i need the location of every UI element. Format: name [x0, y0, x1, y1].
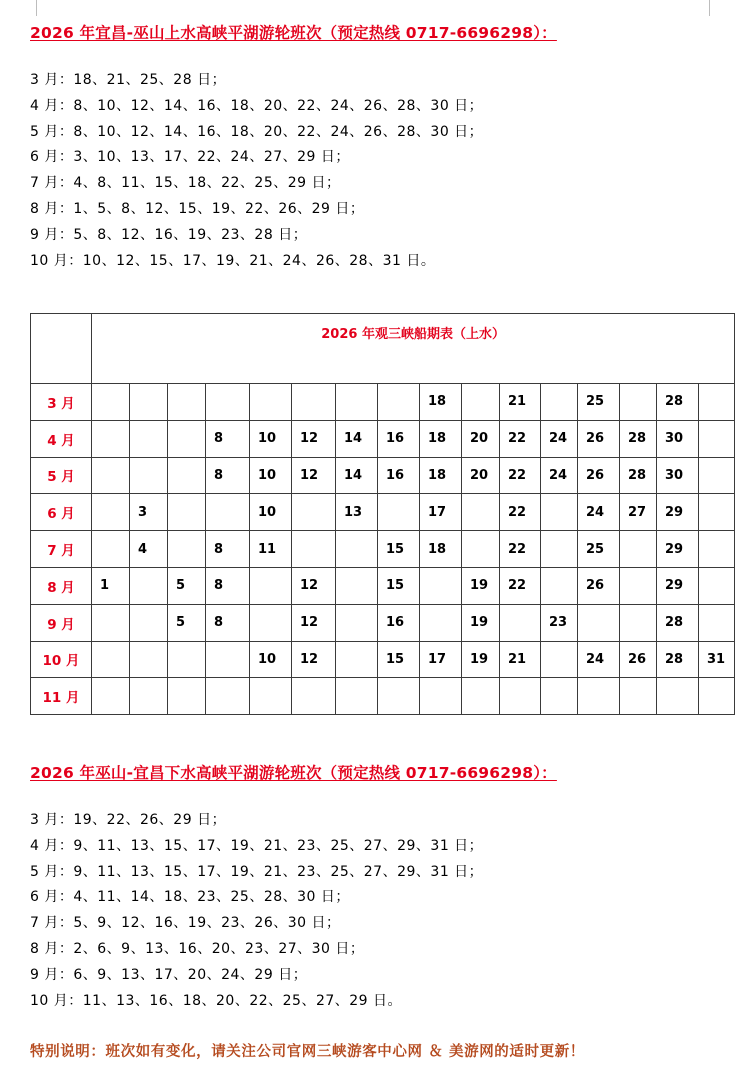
date-cell: 12	[292, 604, 336, 641]
date-cell: 19	[462, 567, 500, 604]
date-cell	[206, 384, 250, 421]
date-cell: 25	[578, 384, 620, 421]
date-cell	[168, 420, 206, 457]
date-cell: 22	[500, 457, 541, 494]
date-cell: 28	[657, 384, 699, 421]
date-cell: 4	[130, 531, 168, 568]
date-cell: 23	[541, 604, 578, 641]
date-cell: 20	[462, 457, 500, 494]
date-cell: 21	[500, 384, 541, 421]
date-cell	[462, 384, 500, 421]
date-cell	[699, 604, 735, 641]
date-cell	[699, 567, 735, 604]
date-cell	[462, 531, 500, 568]
downstream-dates-line: 3 月：19、22、26、29 日；	[30, 812, 227, 828]
downstream-dates-line: 7 月：5、9、12、16、19、23、26、30 日；	[30, 915, 341, 932]
date-cell	[699, 531, 735, 568]
date-cell: 29	[657, 531, 699, 568]
date-cell: 28	[657, 604, 699, 641]
date-cell: 26	[620, 641, 657, 678]
date-cell	[130, 678, 168, 715]
date-cell	[292, 494, 336, 531]
date-cell: 28	[620, 420, 657, 457]
date-cell	[168, 384, 206, 421]
date-cell	[206, 641, 250, 678]
date-cell: 30	[657, 457, 699, 494]
schedule-row	[31, 420, 735, 457]
date-cell	[578, 678, 620, 715]
schedule-title-row	[31, 314, 735, 384]
date-cell	[92, 457, 130, 494]
schedule-table	[30, 313, 735, 715]
month-label-cell: 7 月	[31, 531, 92, 568]
date-cell	[620, 384, 657, 421]
date-cell: 28	[657, 641, 699, 678]
date-cell: 24	[578, 641, 620, 678]
date-cell	[250, 678, 292, 715]
date-cell	[420, 678, 462, 715]
date-cell	[500, 604, 541, 641]
date-cell: 8	[206, 420, 250, 457]
date-cell	[92, 420, 130, 457]
month-label-cell: 11 月	[31, 678, 92, 715]
date-cell	[336, 384, 378, 421]
date-cell	[462, 678, 500, 715]
date-cell: 12	[292, 420, 336, 457]
upstream-date-list	[30, 68, 483, 274]
upstream-dates-line: 5 月：8、10、12、14、16、18、20、22、24、26、28、30 日；	[30, 123, 484, 140]
date-cell	[130, 641, 168, 678]
date-cell: 10	[250, 457, 292, 494]
date-cell	[378, 384, 420, 421]
date-cell: 3	[130, 494, 168, 531]
date-cell: 24	[578, 494, 620, 531]
date-cell: 10	[250, 420, 292, 457]
date-cell	[378, 678, 420, 715]
downstream-dates-line: 10 月：11、13、16、18、20、22、25、27、29 日。	[30, 992, 403, 1009]
schedule-row	[31, 457, 735, 494]
upstream-dates-line: 8 月：1、5、8、12、15、19、22、26、29 日；	[30, 200, 365, 217]
upstream-dates-line: 4 月：8、10、12、14、16、18、20、22、24、26、28、30 日；	[30, 97, 484, 114]
date-cell: 15	[378, 531, 420, 568]
date-cell: 29	[657, 494, 699, 531]
date-cell: 18	[420, 420, 462, 457]
date-cell	[250, 567, 292, 604]
date-cell: 19	[462, 604, 500, 641]
month-label-cell: 10 月	[31, 641, 92, 678]
date-cell: 12	[292, 641, 336, 678]
schedule-row	[31, 494, 735, 531]
month-label-cell: 4 月	[31, 420, 92, 457]
downstream-dates-line: 6 月：4、11、14、18、23、25、28、30 日；	[30, 889, 350, 906]
date-cell: 12	[292, 457, 336, 494]
date-cell: 8	[206, 567, 250, 604]
date-cell: 10	[250, 494, 292, 531]
date-cell	[541, 641, 578, 678]
date-cell: 26	[578, 420, 620, 457]
date-cell: 26	[578, 457, 620, 494]
date-cell: 22	[500, 494, 541, 531]
date-cell	[92, 384, 130, 421]
date-cell: 16	[378, 420, 420, 457]
upstream-dates-line: 6 月：3、10、13、17、22、24、27、29 日；	[30, 149, 350, 166]
date-cell: 18	[420, 457, 462, 494]
date-cell	[92, 641, 130, 678]
date-cell	[420, 567, 462, 604]
date-cell	[699, 457, 735, 494]
date-cell	[168, 494, 206, 531]
date-cell	[336, 604, 378, 641]
date-cell: 26	[578, 567, 620, 604]
date-cell: 18	[420, 531, 462, 568]
date-cell: 17	[420, 494, 462, 531]
date-cell	[541, 494, 578, 531]
date-cell	[620, 567, 657, 604]
month-label-cell: 6 月	[31, 494, 92, 531]
downstream-dates-line: 8 月：2、6、9、13、16、20、23、27、30 日；	[30, 940, 365, 957]
date-cell	[92, 604, 130, 641]
date-cell: 29	[657, 567, 699, 604]
date-cell	[620, 678, 657, 715]
date-cell	[92, 531, 130, 568]
date-cell	[292, 678, 336, 715]
upstream-dates-line: 10 月：10、12、15、17、19、21、24、26、28、31 日。	[30, 252, 436, 269]
date-cell	[420, 604, 462, 641]
date-cell: 5	[168, 567, 206, 604]
date-cell	[130, 384, 168, 421]
schedule-row	[31, 384, 735, 421]
date-cell: 8	[206, 604, 250, 641]
date-cell: 11	[250, 531, 292, 568]
date-cell: 1	[92, 567, 130, 604]
date-cell	[620, 604, 657, 641]
date-cell	[336, 531, 378, 568]
date-cell	[92, 494, 130, 531]
month-label-cell: 3 月	[31, 384, 92, 421]
date-cell: 8	[206, 531, 250, 568]
date-cell: 25	[578, 531, 620, 568]
date-cell: 15	[378, 567, 420, 604]
schedule-row	[31, 678, 735, 715]
date-cell	[206, 678, 250, 715]
date-cell	[250, 384, 292, 421]
date-cell: 28	[620, 457, 657, 494]
date-cell: 18	[420, 384, 462, 421]
date-cell	[168, 457, 206, 494]
date-cell	[541, 678, 578, 715]
date-cell: 17	[420, 641, 462, 678]
date-cell: 13	[336, 494, 378, 531]
date-cell	[206, 494, 250, 531]
date-cell: 27	[620, 494, 657, 531]
date-cell	[699, 420, 735, 457]
downstream-heading: 2026 年巫山-宜昌下水高峡平湖游轮班次（预定热线 0717-6696298）：	[30, 764, 557, 782]
month-label-cell: 8 月	[31, 567, 92, 604]
date-cell	[168, 678, 206, 715]
date-cell	[336, 567, 378, 604]
date-cell: 15	[378, 641, 420, 678]
downstream-dates-line: 5 月：9、11、13、15、17、19、21、23、25、27、29、31 日；	[30, 863, 484, 880]
date-cell	[292, 384, 336, 421]
schedule-row	[31, 641, 735, 678]
month-label-cell: 9 月	[31, 604, 92, 641]
date-cell	[378, 494, 420, 531]
date-cell	[130, 604, 168, 641]
date-cell	[657, 678, 699, 715]
table-corner-cell	[31, 314, 92, 384]
date-cell: 16	[378, 604, 420, 641]
date-cell: 8	[206, 457, 250, 494]
date-cell: 21	[500, 641, 541, 678]
date-cell: 14	[336, 457, 378, 494]
upstream-dates-line: 3 月：18、21、25、28 日；	[30, 72, 227, 88]
date-cell: 22	[500, 420, 541, 457]
date-cell	[92, 678, 130, 715]
date-cell: 24	[541, 457, 578, 494]
date-cell	[130, 420, 168, 457]
date-cell	[699, 384, 735, 421]
upstream-dates-line: 7 月：4、8、11、15、18、22、25、29 日；	[30, 175, 341, 192]
date-cell: 12	[292, 567, 336, 604]
date-cell: 30	[657, 420, 699, 457]
date-cell: 20	[462, 420, 500, 457]
date-cell: 22	[500, 567, 541, 604]
date-cell	[130, 457, 168, 494]
footer-note: 特别说明：班次如有变化，请关注公司官网三峡游客中心网 ＆ 美游网的适时更新！	[30, 1043, 585, 1060]
date-cell	[336, 641, 378, 678]
schedule-row	[31, 531, 735, 568]
date-cell	[500, 678, 541, 715]
upstream-dates-line: 9 月：5、8、12、16、19、23、28 日；	[30, 226, 308, 243]
date-cell: 22	[500, 531, 541, 568]
date-cell	[578, 604, 620, 641]
downstream-date-list	[30, 808, 483, 1014]
date-cell	[541, 567, 578, 604]
date-cell	[250, 604, 292, 641]
date-cell	[168, 641, 206, 678]
date-cell: 5	[168, 604, 206, 641]
downstream-dates-line: 9 月：6、9、13、17、20、24、29 日；	[30, 966, 308, 983]
date-cell	[541, 531, 578, 568]
date-cell: 24	[541, 420, 578, 457]
downstream-dates-line: 4 月：9、11、13、15、17、19、21、23、25、27、29、31 日；	[30, 837, 484, 854]
month-label-cell: 5 月	[31, 457, 92, 494]
date-cell	[699, 678, 735, 715]
date-cell: 16	[378, 457, 420, 494]
date-cell	[462, 494, 500, 531]
upstream-heading: 2026 年宜昌-巫山上水高峡平湖游轮班次（预定热线 0717-6696298）：	[30, 24, 557, 42]
date-cell	[541, 384, 578, 421]
schedule-row	[31, 604, 735, 641]
date-cell	[699, 494, 735, 531]
page-corner-mark-left	[26, 0, 37, 16]
page-corner-mark-right	[709, 0, 720, 16]
date-cell	[620, 531, 657, 568]
date-cell	[130, 567, 168, 604]
schedule-row	[31, 567, 735, 604]
date-cell: 19	[462, 641, 500, 678]
date-cell: 10	[250, 641, 292, 678]
date-cell: 14	[336, 420, 378, 457]
date-cell	[292, 531, 336, 568]
date-cell: 31	[699, 641, 735, 678]
date-cell	[336, 678, 378, 715]
date-cell	[168, 531, 206, 568]
schedule-table-title: 2026 年观三峡船期表（上水）	[92, 314, 735, 384]
